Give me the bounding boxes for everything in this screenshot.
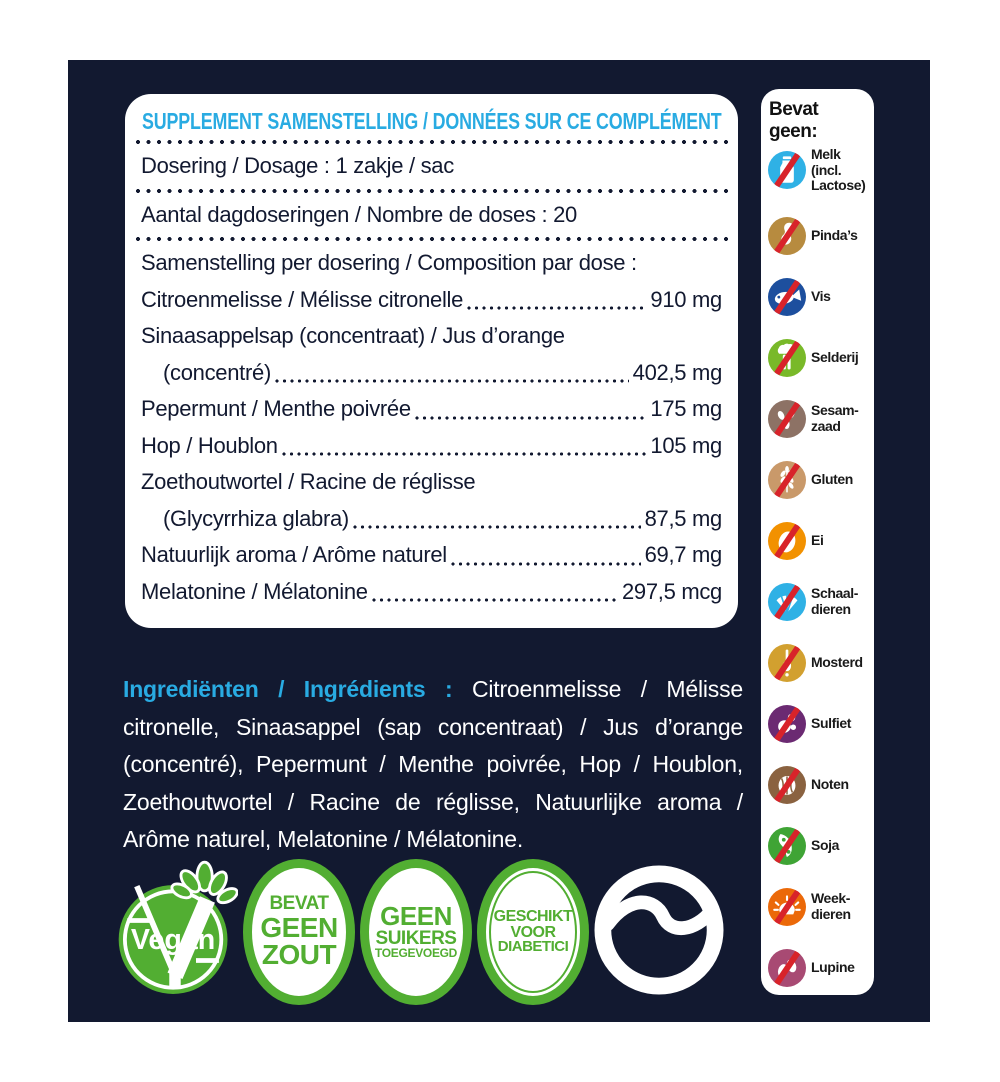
dotted-divider xyxy=(135,236,728,242)
allergen-label: Gluten xyxy=(811,470,853,487)
ingredient-amount: 87,5 mg xyxy=(644,505,722,531)
no-salt-badge xyxy=(243,859,355,1005)
allergen-item-lupin xyxy=(768,949,869,987)
dot-leader xyxy=(415,416,647,420)
milk-bottle-icon xyxy=(768,151,806,189)
allergen-label: Schaal- dieren xyxy=(811,585,858,617)
badge-line: GEEN xyxy=(260,911,338,943)
ingredient-name: Hop / Houblon xyxy=(141,432,278,458)
dot-leader xyxy=(275,379,629,383)
composition-header: Samenstelling per dosering / Composition par dose : xyxy=(141,250,637,275)
dot-leader xyxy=(282,452,647,456)
supplement-row xyxy=(141,318,722,355)
dotted-divider xyxy=(135,139,728,145)
ingredients-text: Citroenmelisse / Mélisse citronelle, Sinaasappel (sap concentraat) / Jus d’orange (concentré), Pepermunt / Menthe poivrée, Hop / Houblon, Zoethoutwortel / Racine de réglisse, Natuurlijke aroma / Arôme naturel, Melatonine / Mélatonine. xyxy=(123,676,743,852)
mustard-spoon-icon xyxy=(768,644,806,682)
diabetic-suitable-badge xyxy=(477,859,589,1005)
badge-line: SUIKERS xyxy=(375,927,457,949)
shell-icon xyxy=(768,583,806,621)
soy-pod-icon xyxy=(768,827,806,865)
servings-line: Aantal dagdoseringen / Nombre de doses : 20 xyxy=(141,201,577,227)
allergen-label: Week- dieren xyxy=(811,890,851,922)
allergen-item-mustard xyxy=(768,644,869,682)
allergen-panel-title: Bevat geen: xyxy=(769,99,819,142)
ingredient-name: Natuurlijk aroma / Arôme naturel xyxy=(141,542,447,567)
dosage-line: Dosering / Dosage : 1 zakje / sac xyxy=(141,153,454,178)
vegan-badge-text: Vegan xyxy=(130,923,216,956)
allergen-label: Vis xyxy=(811,287,831,304)
allergen-item-sulphite xyxy=(768,705,869,743)
ingredient-amount: 297,5 mcg xyxy=(621,578,722,604)
badge-line: ZOUT xyxy=(261,939,337,971)
no-added-sugar-badge xyxy=(360,859,472,1005)
ingredient-amount: 175 mg xyxy=(650,396,722,421)
allergen-item-celery xyxy=(768,339,869,377)
vegan-badge xyxy=(112,854,238,1011)
dot-leader xyxy=(353,525,641,529)
badge-row xyxy=(112,854,736,1010)
ingredient-name: Sinaasappelsap (concentraat) / Jus d’orange xyxy=(141,323,565,348)
dot-leader xyxy=(467,306,646,310)
dot-leader xyxy=(372,598,618,602)
ingredient-name: Citroenmelisse / Mélisse citronelle xyxy=(141,286,464,312)
wheat-icon xyxy=(768,461,806,499)
allergen-label: Melk (incl. Lactose) xyxy=(811,146,866,193)
allergen-label: Sulfiet xyxy=(811,715,851,732)
egg-icon xyxy=(768,522,806,560)
ingredient-name: (concentré) xyxy=(163,359,271,385)
ingredient-amount: 402,5 mg xyxy=(632,359,722,385)
fish-icon xyxy=(768,278,806,316)
supplement-row xyxy=(141,428,722,465)
green-dot-badge xyxy=(594,865,724,1000)
supplement-facts-panel xyxy=(125,94,738,628)
allergen-item-soy xyxy=(768,827,869,865)
badge-line: BEVAT xyxy=(269,893,329,915)
lupin-seeds-icon xyxy=(768,949,806,987)
ingredient-name: (Glycyrrhiza glabra) xyxy=(163,505,349,531)
allergen-item-molluscs xyxy=(768,888,869,926)
allergen-label: Ei xyxy=(811,531,824,548)
allergen-item-fish xyxy=(768,278,869,316)
allergen-label: Lupine xyxy=(811,959,855,976)
allergen-label: Noten xyxy=(811,776,849,793)
allergen-list xyxy=(768,147,869,987)
allergen-item-milk xyxy=(768,147,869,194)
walnut-icon xyxy=(768,766,806,804)
allergen-label: Mosterd xyxy=(811,654,863,670)
badge-line: GEEN xyxy=(380,901,452,932)
sesame-seeds-icon xyxy=(768,400,806,438)
allergen-label: Pinda’s xyxy=(811,226,858,243)
badge-line: GESCHIKT xyxy=(493,907,573,925)
sulphite-molecule-icon xyxy=(768,705,806,743)
allergen-label: Soja xyxy=(811,837,839,854)
badge-line: VOOR xyxy=(510,923,556,941)
supplement-panel-title: SUPPLEMENT SAMENSTELLING / DONNÉES SUR CE COMPLÉMENT xyxy=(142,108,722,134)
peanut-icon xyxy=(768,217,806,255)
allergen-item-peanuts xyxy=(768,217,869,255)
dot-leader xyxy=(451,562,641,566)
ingredient-name: Melatonine / Mélatonine xyxy=(141,578,368,604)
supplement-row xyxy=(141,464,722,501)
dotted-divider xyxy=(135,188,728,194)
supplement-row xyxy=(141,355,722,392)
ingredients-label: Ingrediënten / Ingrédients : xyxy=(123,676,453,702)
mollusc-icon xyxy=(768,888,806,926)
allergen-label: Selderij xyxy=(811,348,859,365)
badge-line: DIABETICI xyxy=(497,938,569,956)
allergen-panel xyxy=(761,89,874,995)
ingredient-amount: 69,7 mg xyxy=(644,542,722,567)
green-dot-recycling-icon xyxy=(594,865,724,995)
supplement-row xyxy=(141,282,722,319)
supplement-row xyxy=(141,391,722,428)
ingredient-amount: 910 mg xyxy=(650,286,722,312)
allergen-item-nuts xyxy=(768,766,869,804)
ingredient-name: Pepermunt / Menthe poivrée xyxy=(141,396,411,421)
supplement-row xyxy=(141,537,722,574)
ingredient-amount: 105 mg xyxy=(650,432,722,458)
ingredients-paragraph xyxy=(123,671,743,859)
supplement-row xyxy=(141,574,722,611)
allergen-item-gluten xyxy=(768,461,869,499)
badge-line: TOEGEVOEGD xyxy=(374,946,458,961)
allergen-item-sesame xyxy=(768,400,869,438)
vegan-icon xyxy=(112,854,238,1006)
allergen-item-egg xyxy=(768,522,869,560)
allergen-item-crustaceans xyxy=(768,583,869,621)
ingredient-name: Zoethoutwortel / Racine de réglisse xyxy=(141,469,476,494)
supplement-row xyxy=(141,501,722,538)
celery-icon xyxy=(768,339,806,377)
allergen-label: Sesam- zaad xyxy=(811,402,859,434)
